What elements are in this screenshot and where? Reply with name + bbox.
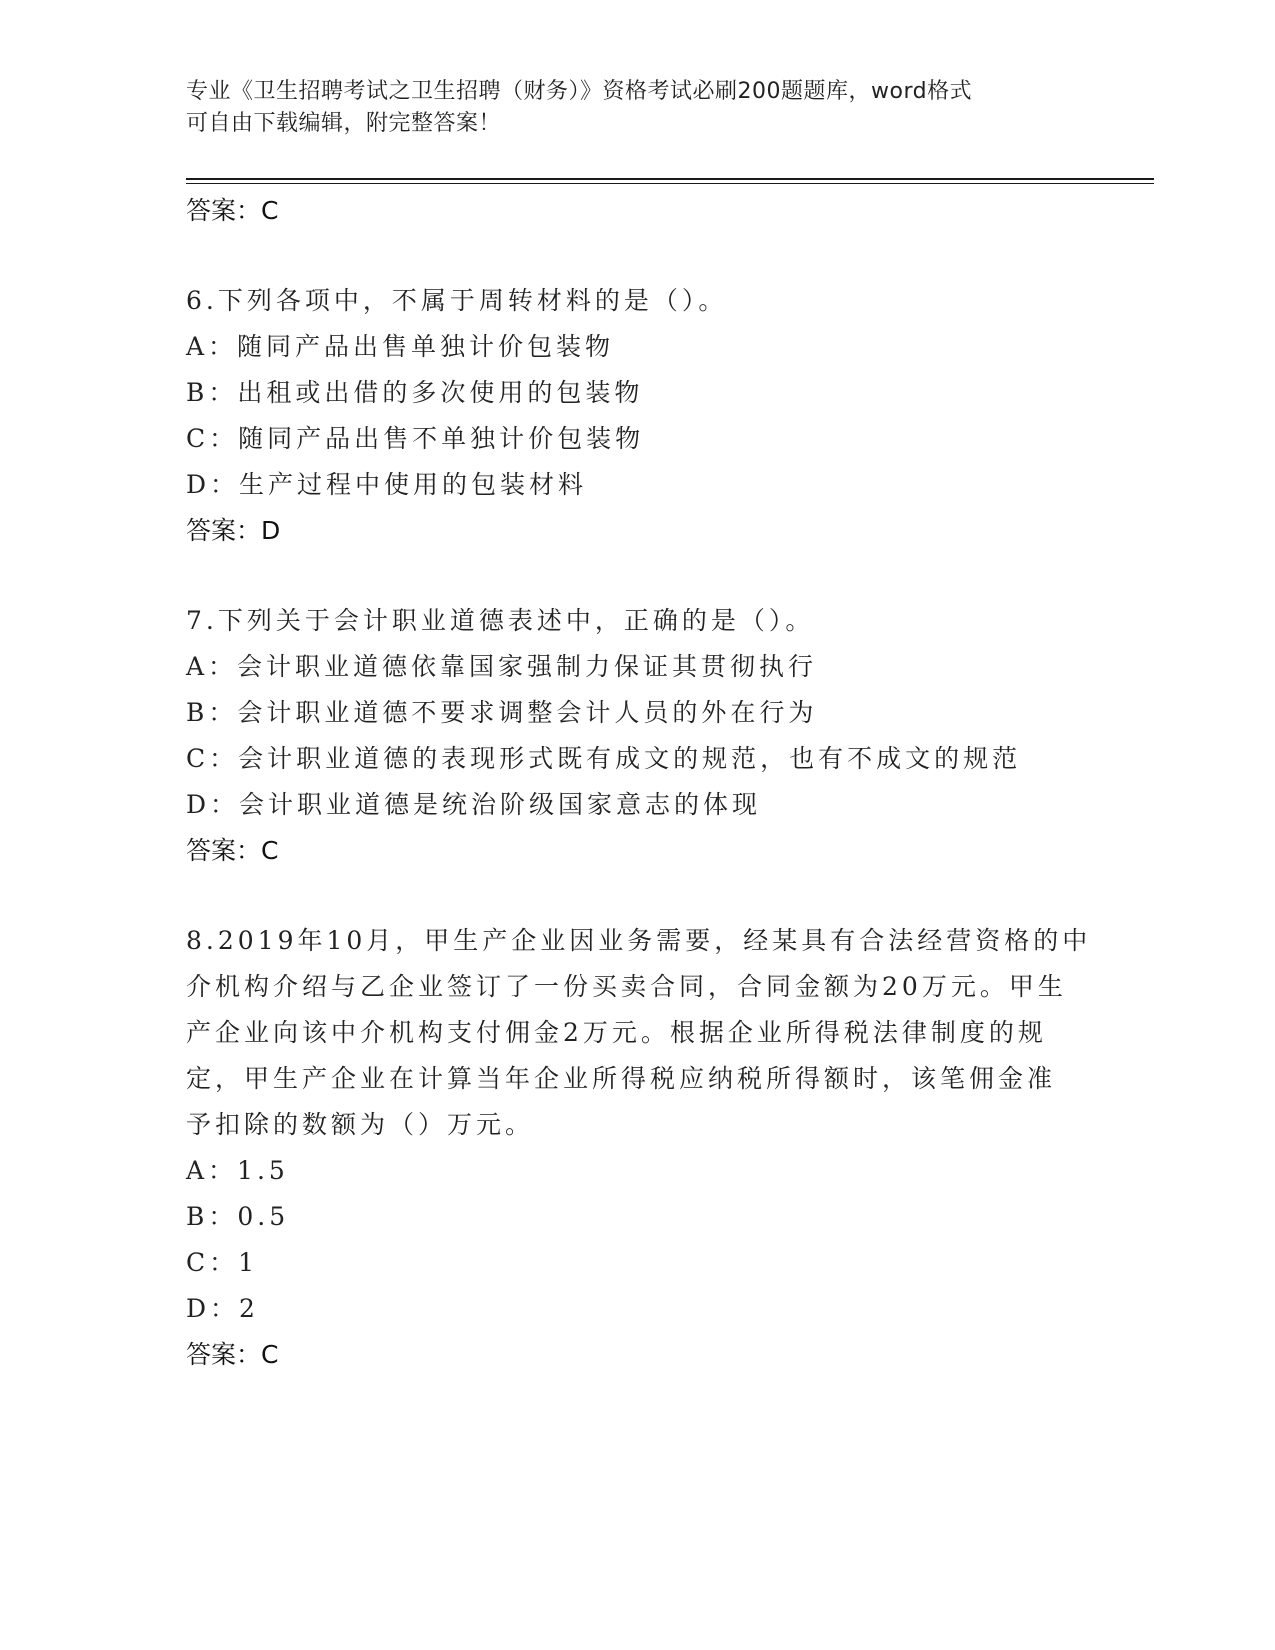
option-c: C：随同产品出售不单独计价包装物: [186, 424, 645, 453]
option-c: C：会计职业道德的表现形式既有成文的规范，也有不成文的规范: [186, 744, 1022, 773]
option-b: B：会计职业道德不要求调整会计人员的外在行为: [186, 698, 818, 727]
option-d: D：生产过程中使用的包装材料: [186, 470, 588, 499]
option-b: B：0.5: [186, 1202, 290, 1231]
option-d: D：2: [186, 1294, 259, 1323]
question-stem: 6.下列各项中，不属于周转材料的是（）。: [186, 286, 728, 315]
question-stem-line-3: 产企业向该中介机构支付佣金2万元。根据企业所得税法律制度的规: [186, 1018, 1047, 1047]
option-b: B：出租或出借的多次使用的包装物: [186, 378, 644, 407]
option-c: C：1: [186, 1248, 259, 1277]
document-body: [186, 188, 1092, 1378]
option-a: A：1.5: [186, 1156, 289, 1185]
question-6: [186, 278, 1086, 554]
question-stem-line-2: 介机构介绍与乙企业签订了一份买卖合同，合同金额为20万元。甲生: [186, 972, 1067, 1001]
header-line-1: 专业《卫生招聘考试之卫生招聘（财务）》资格考试必刷200题题库，word格式: [186, 79, 973, 104]
question-stem-line-5: 予扣除的数额为（）万元。: [186, 1110, 535, 1139]
answer-line: 答案：C: [186, 196, 279, 225]
option-a: A：会计职业道德依靠国家强制力保证其贯彻执行: [186, 652, 818, 681]
question-stem: 7.下列关于会计职业道德表述中，正确的是（）。: [186, 606, 815, 635]
question-7: [186, 598, 1086, 874]
answer-line: 答案：C: [186, 836, 279, 865]
option-d: D：会计职业道德是统治阶级国家意志的体现: [186, 790, 762, 819]
page-header: [186, 76, 1086, 140]
question-stem-line-4: 定，甲生产企业在计算当年企业所得税应纳税所得额时，该笔佣金准: [186, 1064, 1057, 1093]
answer-line: 答案：C: [186, 1340, 279, 1369]
header-divider-thick: [186, 178, 1154, 180]
header-line-2: 可自由下载编辑，附完整答案！: [186, 111, 502, 136]
question-stem-line-1: 8.2019年10月，甲生产企业因业务需要，经某具有合法经营资格的中: [186, 926, 1092, 955]
question-8: [186, 918, 1092, 1378]
answer-line: 答案：D: [186, 516, 281, 545]
option-a: A：随同产品出售单独计价包装物: [186, 332, 615, 361]
header-divider-thin: [186, 183, 1154, 184]
